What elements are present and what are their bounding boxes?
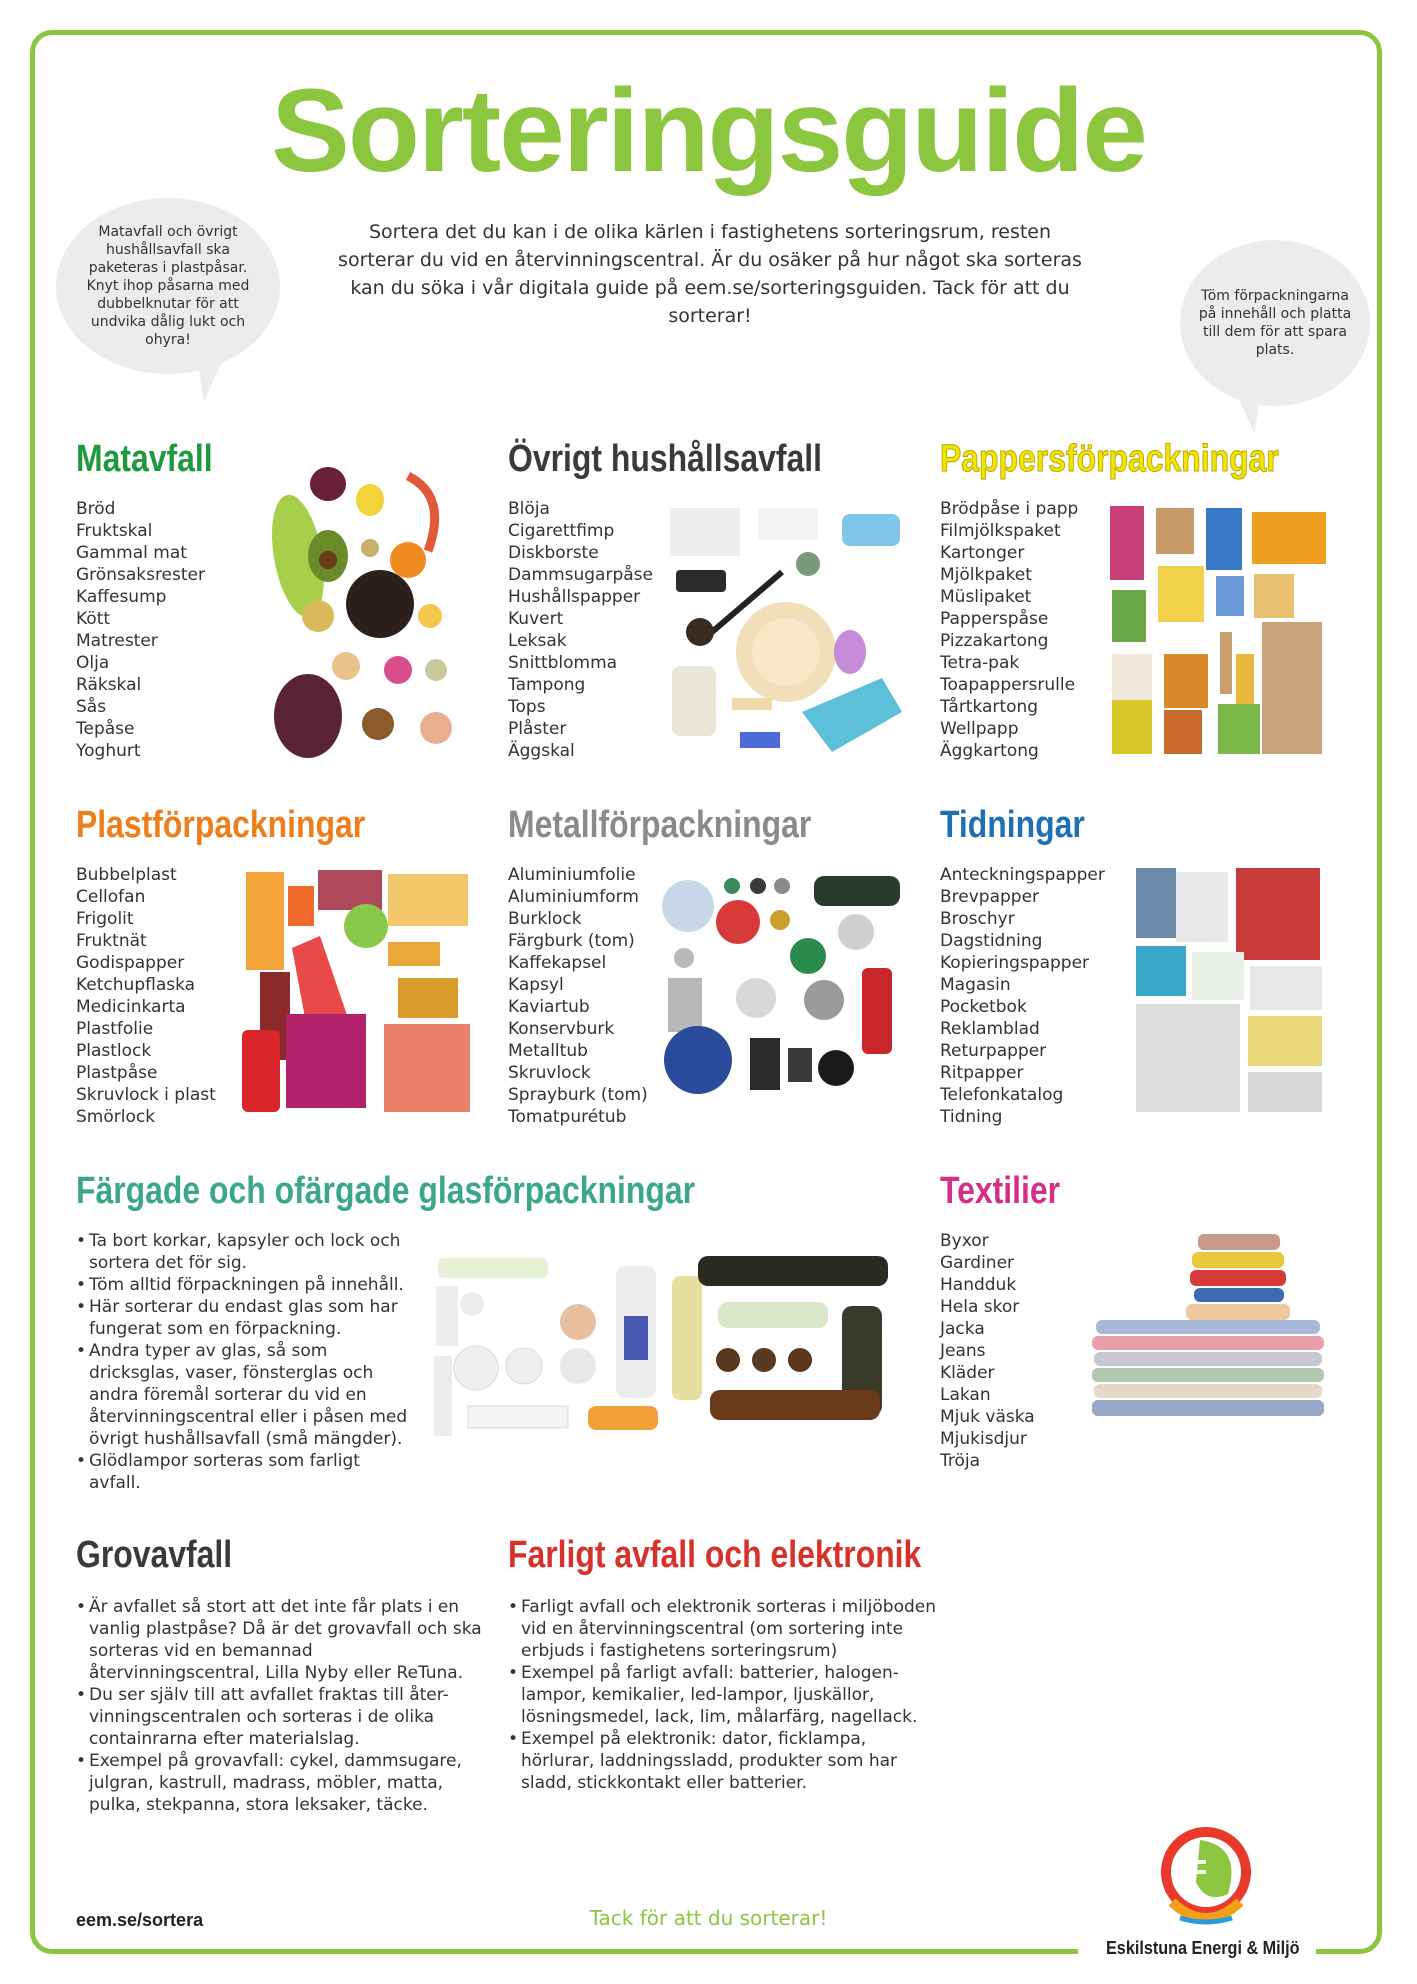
list-item: Pocketbok <box>940 997 1027 1017</box>
list-item: Grönsaksrester <box>76 565 205 585</box>
list-item: Konservburk <box>508 1019 615 1039</box>
list-item: Kartonger <box>940 543 1025 563</box>
list-item: Kaviartub <box>508 997 590 1017</box>
papper-list <box>940 498 1078 762</box>
list-item: Diskborste <box>508 543 599 563</box>
list-item: Tårtkartong <box>940 697 1039 717</box>
speech-bubble-right-text: Töm förpackningarna på innehåll och platta till dem för att spara plats. <box>1198 288 1352 358</box>
list-item: Lakan <box>940 1385 991 1405</box>
household-waste-photo <box>662 502 912 760</box>
eem-logo-text: Eskilstuna Energi & Miljö <box>1106 1938 1300 1958</box>
farligt-title: Farligt avfall och elektronik <box>508 1534 922 1576</box>
list-item: Kött <box>76 609 111 629</box>
list-item: Telefonkatalog <box>940 1085 1064 1105</box>
list-item: Skruvlock i plast <box>76 1085 216 1105</box>
list-item: Fruktnät <box>76 931 147 951</box>
list-item: Ritpapper <box>940 1063 1024 1083</box>
list-item: Müslipaket <box>940 587 1032 607</box>
list-item: • Töm alltid förpackningen på innehåll. <box>76 1274 416 1296</box>
list-item: Cellofan <box>76 887 146 907</box>
list-item: • Här sorterar du endast glas som har fungerat som en förpackning. <box>76 1296 416 1340</box>
list-item: Skruvlock <box>508 1063 591 1083</box>
list-item: Mjuk väska <box>940 1407 1035 1427</box>
list-item: Wellpapp <box>940 719 1019 739</box>
plast-list <box>76 864 216 1128</box>
list-item: Tetra-pak <box>940 653 1020 673</box>
footer-thanks: Tack för att du sorterar! <box>589 1906 828 1930</box>
metal-packaging-photo <box>658 872 902 1114</box>
list-item: Broschyr <box>940 909 1015 929</box>
list-item: Byxor <box>940 1231 989 1251</box>
list-item: Dagstidning <box>940 931 1043 951</box>
list-item: Handduk <box>940 1275 1017 1295</box>
list-item: Returpapper <box>940 1041 1047 1061</box>
list-item: Tampong <box>508 675 586 695</box>
list-item: Magasin <box>940 975 1011 995</box>
footer-url[interactable]: eem.se/sortera <box>76 1910 204 1930</box>
list-item: Ketchupflaska <box>76 975 196 995</box>
list-item: Blöja <box>508 499 550 519</box>
list-item: Kläder <box>940 1363 995 1383</box>
list-item: Gammal mat <box>76 543 187 563</box>
list-item: • Exempel på elektronik: dator, ficklampa, hörlurar, laddningssladd, produkter som har sladd, stickkontakt eller batterier. <box>508 1728 938 1794</box>
list-item: Plastfolie <box>76 1019 154 1039</box>
list-item: • Exempel på grovavfall: cykel, dammsugare, julgran, kastrull, madrass, möbler, matta, pulka, stekpanna, stora leksaker, täcke. <box>76 1750 486 1816</box>
tidningar-list <box>940 864 1105 1128</box>
list-item: Kapsyl <box>508 975 564 995</box>
list-item: Räkskal <box>76 675 142 695</box>
list-item: Aluminiumform <box>508 887 639 907</box>
list-item: Yoghurt <box>76 741 141 761</box>
list-item: Tidning <box>940 1107 1003 1127</box>
list-item: Tomatpurétub <box>508 1107 627 1127</box>
list-item: • Farligt avfall och elektronik sorteras i miljöboden vid en återvinningscentral (om sortering inte erbjuds i fastighetens sorteringsrum) <box>508 1596 938 1662</box>
list-item: Filmjölkspaket <box>940 521 1061 541</box>
metall-list <box>508 864 648 1128</box>
list-item: Jacka <box>940 1319 985 1339</box>
list-item: Färgburk (tom) <box>508 931 635 951</box>
list-item: Brevpapper <box>940 887 1040 907</box>
list-item: Papperspåse <box>940 609 1049 629</box>
list-item: Frigolit <box>76 909 134 929</box>
plast-title: Plastförpackningar <box>76 804 366 846</box>
list-item: Plastlock <box>76 1041 152 1061</box>
list-item: • Ta bort korkar, kapsyler och lock och sortera det för sig. <box>76 1230 416 1274</box>
textil-list <box>940 1230 1035 1472</box>
list-item: • Är avfallet så stort att det inte får plats i en vanlig plastpåse? Då är det grovavfall och ska sorteras vid en bemannad återvinningscentral, Lilla Nyby eller ReTuna. <box>76 1596 486 1684</box>
list-item: Sprayburk (tom) <box>508 1085 648 1105</box>
list-item: Äggskal <box>508 741 575 761</box>
newspapers-photo <box>1132 866 1324 1116</box>
page-title: Sorteringsguide <box>271 65 1146 197</box>
list-item: Sås <box>76 697 107 717</box>
list-item: Brödpåse i papp <box>940 499 1079 519</box>
grov-title: Grovavfall <box>76 1534 233 1576</box>
list-item: Snittblomma <box>508 653 618 673</box>
list-item: Matrester <box>76 631 158 651</box>
list-item: Äggkartong <box>940 741 1039 761</box>
list-item: Leksak <box>508 631 567 651</box>
list-item: Bröd <box>76 499 116 519</box>
papper-title: Pappersförpackningar <box>940 438 1279 480</box>
textiles-photo <box>1086 1230 1330 1420</box>
list-item: Metalltub <box>508 1041 588 1061</box>
list-item: Reklamblad <box>940 1019 1040 1039</box>
list-item: Fruktskal <box>76 521 153 541</box>
speech-bubble-left <box>56 198 280 374</box>
speech-bubble-right <box>1180 240 1370 406</box>
intro-text: Sortera det du kan i de olika kärlen i fastighetens sorteringsrum, resten sorterar du vid en återvinningscentral. Är du osäker på hur något ska sorteras kan du söka i vår digitala guide på eem.se/sorteringsguiden. Tack för att du sorterar! <box>338 221 1082 327</box>
matavfall-list <box>76 498 205 762</box>
list-item: Aluminiumfolie <box>508 865 636 885</box>
list-item: Jeans <box>940 1341 986 1361</box>
list-item: Bubbelplast <box>76 865 177 885</box>
list-item: Godispapper <box>76 953 185 973</box>
list-item: • Du ser själv till att avfallet fraktas till åter-vinningscentralen och sorteras i de olika containrarna efter materialslag. <box>76 1684 486 1750</box>
list-item: Dammsugarpåse <box>508 565 653 585</box>
list-item: Kaffesump <box>76 587 167 607</box>
list-item: • Exempel på farligt avfall: batterier, halogen-lampor, kemikalier, led-lampor, ljuskällor, lösningsmedel, lack, lim, målarfärg, nagellack. <box>508 1662 938 1728</box>
list-item: Kuvert <box>508 609 564 629</box>
list-item: Anteckningspapper <box>940 865 1105 885</box>
list-item: Tepåse <box>76 719 135 739</box>
eem-logo-icon <box>1150 1822 1262 1934</box>
glas-list <box>76 1230 416 1494</box>
metall-title: Metallförpackningar <box>508 804 812 846</box>
list-item: Burklock <box>508 909 582 929</box>
list-item: Toapappersrulle <box>940 675 1076 695</box>
list-item: Tröja <box>940 1451 981 1471</box>
list-item: Medicinkarta <box>76 997 186 1017</box>
list-item: Gardiner <box>940 1253 1015 1273</box>
list-item: Mjölkpaket <box>940 565 1032 585</box>
list-item: Mjukisdjur <box>940 1429 1027 1449</box>
glas-title: Färgade och ofärgade glasförpackningar <box>76 1170 696 1212</box>
textil-title: Textilier <box>940 1170 1061 1212</box>
list-item: Pizzakartong <box>940 631 1049 651</box>
list-item: • Andra typer av glas, så som dricksglas, vaser, fönsterglas och andra föremål sorterar du vid en återvinningscentral eller i påsen med övrigt hushållsavfall (små mängder). <box>76 1340 416 1450</box>
list-item: Cigarettfimp <box>508 521 615 541</box>
list-item: Hela skor <box>940 1297 1020 1317</box>
list-item: Plåster <box>508 719 567 739</box>
list-item: Kaffekapsel <box>508 953 607 973</box>
paper-packaging-photo <box>1108 504 1330 758</box>
list-item: Plastpåse <box>76 1063 158 1083</box>
list-item: Kopieringspapper <box>940 953 1090 973</box>
ovrigt-title: Övrigt hushållsavfall <box>508 438 822 480</box>
plastic-packaging-photo <box>238 868 474 1114</box>
speech-bubble-left-text: Matavfall och övrigt hushållsavfall ska paketeras i plastpåsar. Knyt ihop påsarna med dubbelknutar för att undvika dålig lukt och ohyra! <box>86 224 250 348</box>
tidningar-title: Tidningar <box>940 804 1085 846</box>
glass-packaging-photo <box>428 1256 918 1456</box>
matavfall-title: Matavfall <box>76 438 213 480</box>
grov-list <box>76 1596 486 1816</box>
food-waste-photo <box>258 456 458 766</box>
list-item: Smörlock <box>76 1107 156 1127</box>
farligt-list <box>508 1596 938 1794</box>
list-item: Olja <box>76 653 110 673</box>
list-item: • Glödlampor sorteras som farligt avfall. <box>76 1450 416 1494</box>
ovrigt-list <box>508 498 653 762</box>
list-item: Hushållspapper <box>508 587 641 607</box>
list-item: Tops <box>508 697 546 717</box>
